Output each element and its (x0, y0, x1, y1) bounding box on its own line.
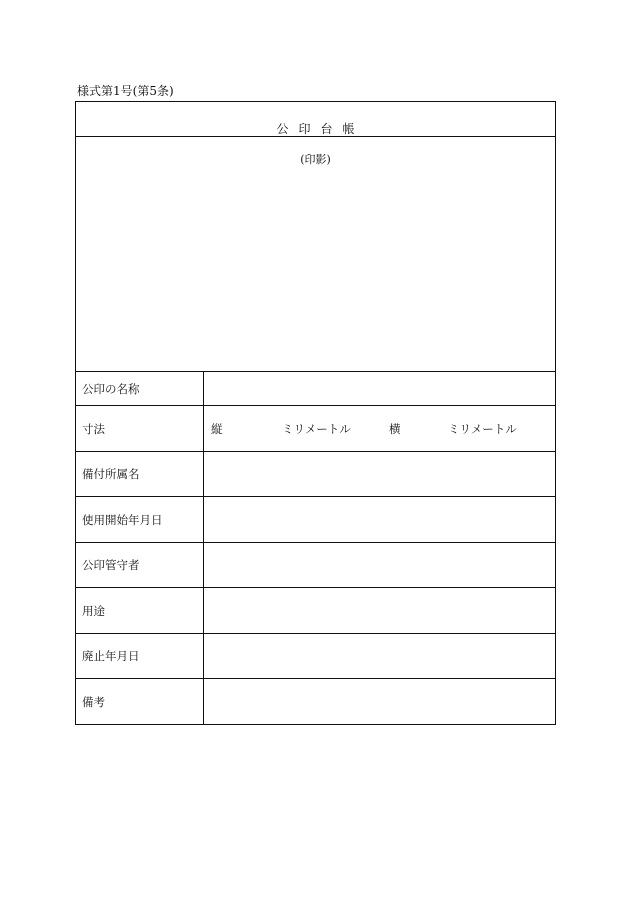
seal-custodian-label: 公印管守者 (82, 558, 140, 572)
abolition-date-label: 廃止年月日 (82, 649, 140, 663)
row-remarks (76, 679, 555, 725)
row-start-date (76, 497, 555, 543)
installed-department-field[interactable] (204, 452, 555, 496)
start-date-field[interactable] (204, 497, 555, 542)
purpose-field[interactable] (204, 588, 555, 633)
form-title: 公印台帳 (276, 122, 365, 136)
seal-impression-area[interactable] (76, 137, 555, 372)
remarks-label: 備考 (82, 695, 105, 709)
seal-name-field[interactable] (204, 372, 555, 405)
row-label-cell (76, 588, 204, 633)
installed-department-label: 備付所属名 (82, 467, 140, 481)
row-label-cell (76, 372, 204, 405)
horizontal-label: 横 (389, 421, 401, 436)
form-number: 様式第1号(第5条) (77, 84, 174, 98)
row-seal-custodian (76, 543, 555, 588)
row-abolition-date (76, 634, 555, 679)
abolition-date-field[interactable] (204, 634, 555, 678)
purpose-label: 用途 (82, 603, 105, 618)
row-label-cell (76, 543, 204, 587)
seal-register-form (75, 101, 556, 725)
register-rows (76, 372, 555, 725)
row-label-cell (76, 406, 204, 451)
row-label-cell (76, 634, 204, 678)
dimensions-field[interactable] (204, 406, 555, 451)
seal-name-label: 公印の名称 (82, 381, 140, 396)
horizontal-unit: ミリメートル (448, 421, 517, 436)
row-purpose (76, 588, 555, 634)
seal-impression-label: (印影) (300, 153, 331, 166)
dimensions-label: 寸法 (82, 421, 105, 436)
row-dimensions (76, 406, 555, 452)
title-row (76, 102, 555, 137)
row-label-cell (76, 679, 204, 725)
start-date-label: 使用開始年月日 (82, 512, 163, 527)
remarks-field[interactable] (204, 679, 555, 725)
row-seal-name (76, 372, 555, 406)
row-installed-department (76, 452, 555, 497)
vertical-unit: ミリメートル (282, 421, 351, 436)
row-label-cell (76, 497, 204, 542)
seal-custodian-field[interactable] (204, 543, 555, 587)
vertical-label: 縦 (211, 421, 223, 436)
row-label-cell (76, 452, 204, 496)
